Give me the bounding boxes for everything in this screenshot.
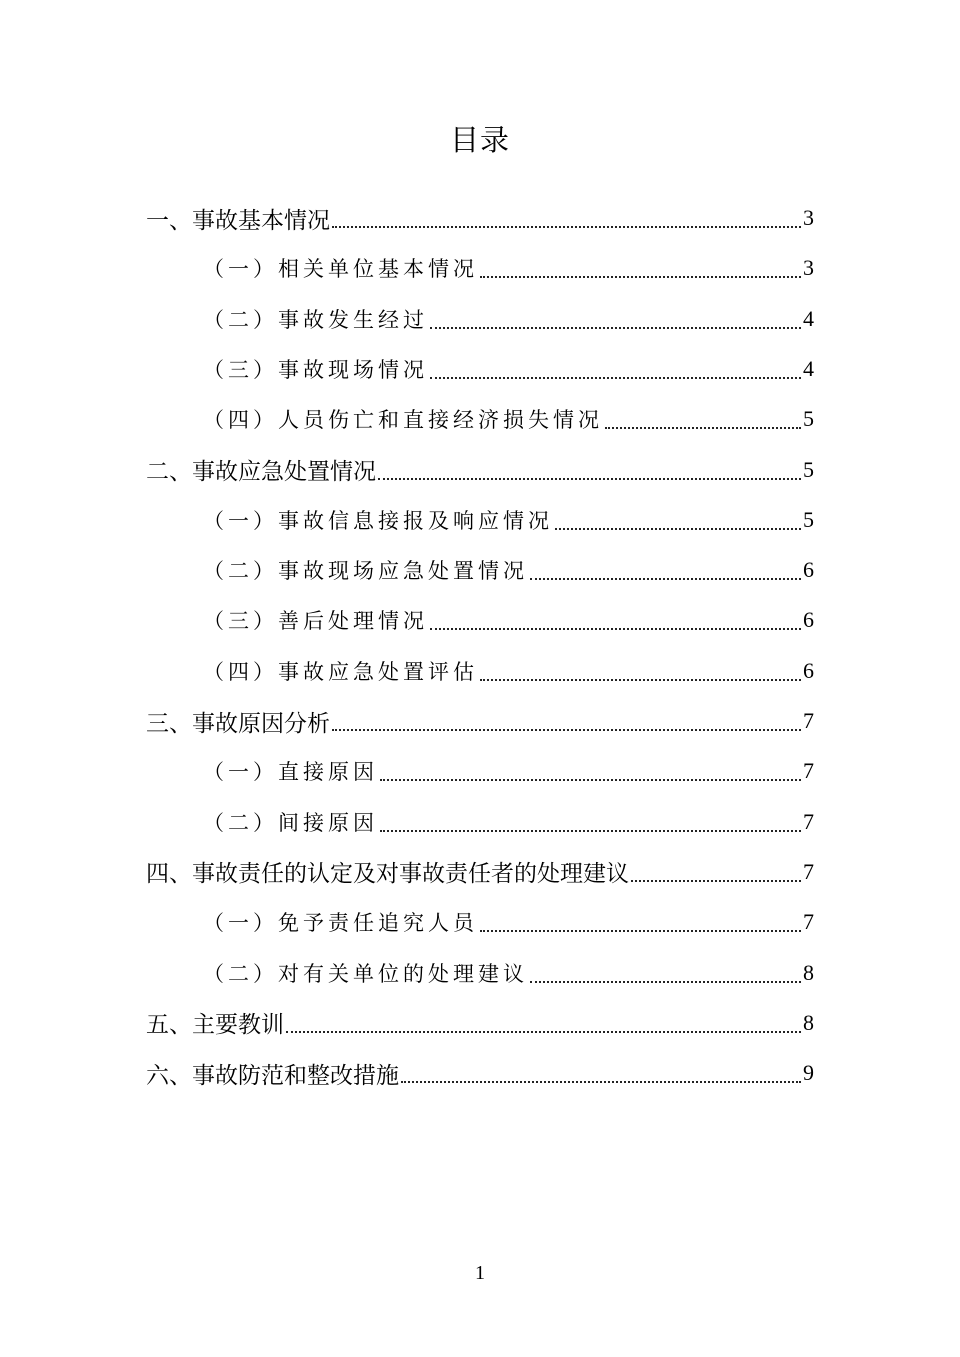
toc-subsection-entry[interactable]: [203, 746, 814, 796]
toc-dot-leader: [430, 377, 801, 379]
toc-dot-leader: [286, 1031, 801, 1033]
toc-subsection-entry[interactable]: [203, 797, 814, 847]
toc-subsection-entry[interactable]: [203, 545, 814, 595]
toc-dot-leader: [430, 628, 801, 630]
toc-entry-label: （四）人员伤亡和直接经济损失情况: [203, 408, 603, 433]
toc-subsection-entry[interactable]: [203, 394, 814, 444]
toc-section-entry[interactable]: [146, 1048, 814, 1098]
toc-entry-page-number: 7: [803, 909, 814, 935]
toc-entry-label: 六、事故防范和整改措施: [146, 1062, 399, 1089]
toc-dot-leader: [480, 276, 801, 278]
toc-subsection-entry[interactable]: [203, 948, 814, 998]
toc-entry-label: （一）相关单位基本情况: [203, 257, 478, 282]
toc-subsection-entry[interactable]: [203, 243, 814, 293]
toc-entry-page-number: 7: [803, 708, 814, 733]
toc-entry-page-number: 5: [803, 506, 814, 532]
toc-entry-page-number: 9: [803, 1060, 814, 1086]
toc-subsection-entry[interactable]: [203, 897, 814, 947]
toc-entry-label: （二）事故发生经过: [203, 307, 428, 332]
toc-entry-label: （三）事故现场情况: [203, 357, 428, 382]
toc-entry-page-number: 7: [803, 858, 814, 884]
toc-dot-leader: [380, 779, 801, 781]
toc-entry-page-number: 4: [803, 355, 814, 381]
toc-dot-leader: [480, 679, 801, 681]
toc-dot-leader: [332, 226, 801, 228]
toc-section-entry[interactable]: [146, 696, 814, 746]
toc-dot-leader: [631, 880, 801, 882]
toc-dot-leader: [430, 327, 801, 329]
toc-subsection-entry[interactable]: [203, 646, 814, 696]
toc-entry-page-number: 3: [803, 255, 814, 281]
toc-entry-label: （二）事故现场应急处置情况: [203, 559, 528, 584]
toc-subsection-entry[interactable]: [203, 595, 814, 645]
toc-subsection-entry[interactable]: [203, 294, 814, 344]
toc-dot-leader: [555, 528, 801, 530]
toc-entry-page-number: 7: [803, 808, 814, 834]
toc-dot-leader: [530, 981, 801, 983]
toc-entry-label: 四、事故责任的认定及对事故责任者的处理建议: [146, 861, 629, 888]
toc-entry-page-number: 7: [803, 758, 814, 784]
toc-entry-label: （一）直接原因: [203, 760, 378, 785]
toc-dot-leader: [401, 1081, 801, 1083]
toc-section-entry[interactable]: [146, 193, 814, 243]
toc-entry-label: （二）对有关单位的处理建议: [203, 961, 528, 986]
toc-dot-leader: [480, 930, 801, 932]
toc-entry-label: （二）间接原因: [203, 810, 378, 835]
toc-entry-label: （一）事故信息接报及响应情况: [203, 508, 553, 533]
toc-entry-page-number: 8: [803, 1009, 814, 1035]
toc-entry-label: （三）善后处理情况: [203, 609, 428, 634]
toc-entry-label: 一、事故基本情况: [146, 207, 330, 234]
toc-entry-label: 二、事故应急处置情况: [146, 459, 376, 485]
toc-section-entry[interactable]: [146, 445, 814, 495]
page-title: 目录: [449, 123, 510, 157]
toc-entry-page-number: 8: [803, 959, 814, 985]
toc-dot-leader: [332, 729, 801, 731]
toc-entry-page-number: 6: [803, 607, 814, 633]
page-number: 1: [475, 1262, 485, 1284]
toc-entry-page-number: 5: [803, 406, 814, 432]
toc-entry-label: （四）事故应急处置评估: [203, 659, 478, 684]
toc-entry-page-number: 4: [803, 305, 814, 331]
toc-subsection-entry[interactable]: [203, 495, 814, 545]
toc-dot-leader: [530, 578, 801, 580]
toc-section-entry[interactable]: [146, 847, 814, 897]
toc-entry-label: 五、主要教训: [146, 1012, 284, 1039]
toc-subsection-entry[interactable]: [203, 344, 814, 394]
toc-entry-page-number: 5: [803, 456, 814, 482]
toc-dot-leader: [380, 830, 801, 832]
toc-entry-page-number: 3: [803, 205, 814, 230]
toc-section-entry[interactable]: [146, 998, 814, 1048]
toc-dot-leader: [378, 478, 801, 480]
toc-entry-label: 三、事故原因分析: [146, 710, 330, 737]
toc-dot-leader: [605, 427, 801, 429]
toc-entry-page-number: 6: [803, 557, 814, 583]
toc-entry-page-number: 6: [803, 657, 814, 683]
toc-entry-label: （一）免予责任追究人员: [203, 911, 478, 936]
